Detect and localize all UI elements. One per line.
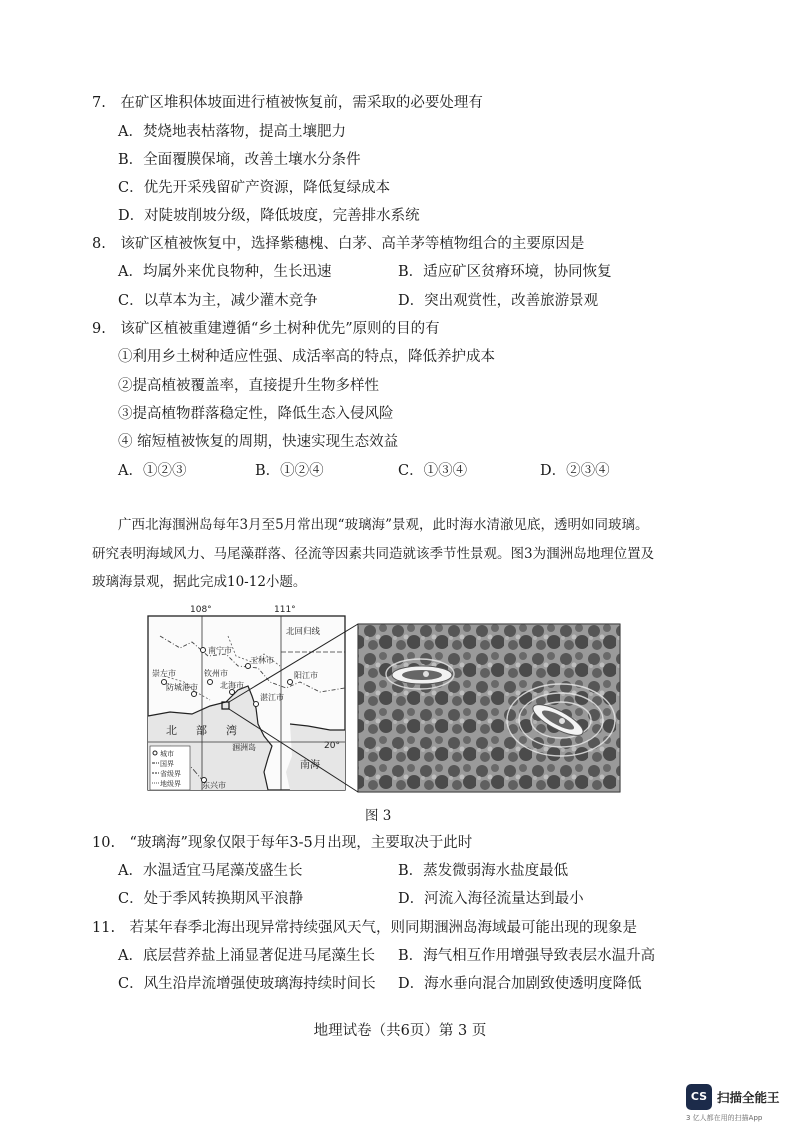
- location-map: [148, 605, 345, 790]
- page-footer: 地理试卷（共6页）第 3 页: [313, 1023, 487, 1039]
- q8-option-c: C．以草本为主，减少灌木竞争: [118, 293, 318, 309]
- boat-1: [392, 666, 452, 684]
- q8-option-b: B．适应矿区贫瘠环境，协同恢复: [398, 264, 612, 280]
- q7-option-b: B．全面覆膜保墒，改善土壤水分条件: [118, 152, 361, 168]
- label-yulin: 玉林市: [250, 656, 274, 665]
- label-sea-1: 北: [166, 724, 177, 737]
- figure-3: [140, 596, 630, 796]
- legend-border: 国界: [160, 760, 174, 768]
- legend-province: 省级界: [160, 770, 181, 778]
- passage-line-3: 玻璃海景观，据此完成10-12小题。: [92, 574, 307, 590]
- cs-logo-icon: CS: [686, 1084, 712, 1110]
- q8-stem: 8. 该矿区植被恢复中，选择紫穗槐、白茅、高羊茅等植物组合的主要原因是: [92, 236, 585, 252]
- q9-option-d: D．②③④: [540, 463, 610, 479]
- glass-sea-photo: [358, 624, 620, 792]
- legend-prefecture: 地级界: [160, 780, 181, 788]
- label-qinzhou: 钦州市: [204, 669, 228, 678]
- q11-option-b: B．海气相互作用增强导致表层水温升高: [398, 948, 656, 964]
- q9-statement-4: ④ 缩短植被恢复的周期，快速实现生态效益: [118, 434, 399, 450]
- watermark-brand: 扫描全能王: [717, 1090, 780, 1105]
- passage-line-1: 广西北海涠洲岛每年3月至5月常出现“玻璃海”景观，此时海水清澈见底，透明如同玻璃。: [118, 517, 649, 533]
- q9-statement-3: ③提高植物群落稳定性，降低生态入侵风险: [118, 406, 394, 422]
- figure-caption: 图 3: [365, 808, 392, 824]
- watermark-tagline: 3 亿人都在用的扫描App: [686, 1114, 763, 1122]
- passage-line-2: 研究表明海域风力、马尾藻群落、径流等因素共同造就该季节性景观。图3为涠洲岛地理位置及: [92, 546, 655, 562]
- scanner-watermark: [686, 1080, 796, 1124]
- q9-statement-1: ①利用乡土树种适应性强、成活率高的特点，降低养护成本: [118, 349, 495, 365]
- q10-option-b: B．蒸发微弱海水盐度最低: [398, 863, 569, 879]
- map-legend: [150, 746, 190, 790]
- label-tropic: 北回归线: [286, 627, 321, 637]
- q7-option-c: C．优先开采残留矿产资源，降低复绿成本: [118, 180, 391, 196]
- label-sea-2: 部: [196, 724, 207, 737]
- label-beihai: 北海市: [220, 681, 244, 690]
- q9-option-a: A．①②③: [118, 463, 187, 479]
- label-weizhou: 涠洲岛: [232, 743, 256, 752]
- q7-option-a: A．焚烧地表枯落物，提高土壤肥力: [118, 124, 346, 140]
- q8-option-d: D．突出观赏性，改善旅游景观: [398, 293, 599, 309]
- q8-option-a: A．均属外来优良物种，生长迅速: [118, 264, 332, 280]
- q11-option-d: D．海水垂向混合加剧致使透明度降低: [398, 976, 642, 992]
- label-sea-3: 湾: [226, 724, 237, 737]
- q11-stem: 11. 若某年春季北海出现异常持续强风天气，则同期涠洲岛海域最可能出现的现象是: [92, 920, 638, 936]
- q10-option-c: C．处于季风转换期风平浪静: [118, 891, 304, 907]
- label-chongzuo: 崇左市: [152, 669, 176, 678]
- q11-option-c: C．风生沿岸流增强使玻璃海持续时间长: [118, 976, 376, 992]
- q11-option-a: A．底层营养盐上涌显著促进马尾藻生长: [118, 948, 375, 964]
- q7-option-d: D．对陡坡削坡分级，降低坡度，完善排水系统: [118, 208, 420, 224]
- q10-option-a: A．水温适宜马尾藻茂盛生长: [118, 863, 303, 879]
- label-nanhai: 南海: [300, 760, 320, 771]
- label-dongxing: 东兴市: [202, 781, 226, 790]
- legend-city: 城市: [160, 750, 174, 758]
- q9-stem: 9. 该矿区植被重建遵循“乡土树种优先”原则的目的有: [92, 321, 440, 337]
- q7-stem: 7. 在矿区堆积体坡面进行植被恢复前，需采取的必要处理有: [92, 95, 483, 111]
- label-fangchenggang: 防城港市: [166, 683, 198, 692]
- label-zhanjiang: 湛江市: [260, 693, 284, 702]
- q10-stem: 10. “玻璃海”现象仅限于每年3-5月出现，主要取决于此时: [92, 835, 473, 851]
- label-yangjiang: 阳江市: [294, 671, 318, 680]
- q9-option-c: C．①③④: [398, 463, 468, 479]
- label-20: 20°: [324, 741, 340, 751]
- q10-option-d: D．河流入海径流量达到最小: [398, 891, 584, 907]
- label-nanning: 南宁市: [208, 646, 232, 655]
- label-111: 111°: [274, 605, 296, 615]
- q9-option-b: B．①②④: [255, 463, 324, 479]
- q9-statement-2: ②提高植被覆盖率，直接提升生物多样性: [118, 378, 379, 394]
- label-108: 108°: [190, 605, 212, 615]
